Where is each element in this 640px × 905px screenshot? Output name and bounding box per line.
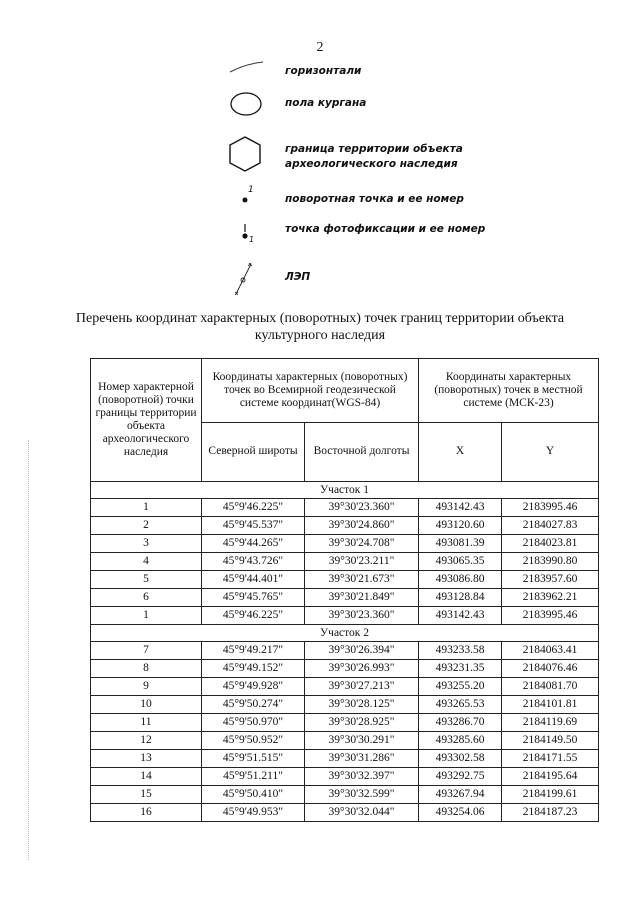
cell-lon: 39°30'26.394" — [305, 642, 419, 660]
legend-label: точка фотофиксации и ее номер — [285, 223, 486, 235]
cell-lon: 39°30'30.291" — [305, 732, 419, 750]
cell-n: 4 — [91, 553, 202, 571]
power-line-icon — [225, 260, 275, 300]
cell-lat: 45°9'50.410" — [202, 786, 305, 804]
cell-x: 493254.06 — [419, 804, 502, 822]
cell-x: 493267.94 — [419, 786, 502, 804]
hexagon-boundary-icon — [225, 134, 275, 184]
table-row — [91, 750, 599, 768]
table-row — [91, 696, 599, 714]
cell-x: 493142.43 — [419, 499, 502, 517]
legend-label: горизонтали — [285, 65, 362, 77]
table-title: Перечень координат характерных (поворотных) точек границ территории объекта культурного наследия — [75, 311, 565, 343]
legend-label: поворотная точка и ее номер — [285, 193, 464, 205]
section-label: Участок 1 — [91, 482, 599, 499]
header-y: Y — [502, 422, 599, 481]
header-north-latitude: Северной широты — [202, 422, 305, 481]
table-row — [91, 553, 599, 571]
cell-lat: 45°9'46.225" — [202, 607, 305, 625]
cell-n: 1 — [91, 499, 202, 517]
table-row — [91, 642, 599, 660]
cell-lon: 39°30'23.360" — [305, 499, 419, 517]
cell-x: 493128.84 — [419, 589, 502, 607]
section-row — [91, 482, 599, 499]
cell-n: 8 — [91, 660, 202, 678]
header-wgs84: Координаты характерных (поворотных) точек во Всемирной геодезической системе координат(WGS-84) — [202, 359, 419, 423]
cell-lat: 45°9'51.515" — [202, 750, 305, 768]
legend-label: граница территории объекта археологического наследия — [285, 143, 463, 170]
cell-n: 5 — [91, 571, 202, 589]
cell-y: 2184171.55 — [502, 750, 599, 768]
cell-lon: 39°30'24.708" — [305, 535, 419, 553]
cell-y: 2184081.70 — [502, 678, 599, 696]
cell-x: 493285.60 — [419, 732, 502, 750]
page-number: 2 — [316, 40, 324, 55]
table-row — [91, 768, 599, 786]
cell-n: 15 — [91, 786, 202, 804]
cell-lat: 45°9'49.217" — [202, 642, 305, 660]
cell-x: 493081.39 — [419, 535, 502, 553]
cell-n: 9 — [91, 678, 202, 696]
cell-lat: 45°9'45.765" — [202, 589, 305, 607]
scan-margin-line — [28, 440, 29, 860]
cell-lon: 39°30'21.849" — [305, 589, 419, 607]
legend-label: ЛЭП — [285, 271, 311, 283]
cell-lat: 45°9'50.970" — [202, 714, 305, 732]
cell-n: 1 — [91, 607, 202, 625]
table-row — [91, 517, 599, 535]
table-body — [91, 482, 599, 822]
cell-x: 493265.53 — [419, 696, 502, 714]
turning-point-marker: 1 — [248, 185, 254, 195]
cell-lon: 39°30'32.599" — [305, 786, 419, 804]
table-row — [91, 535, 599, 553]
turning-point-icon — [225, 182, 275, 212]
cell-n: 7 — [91, 642, 202, 660]
table-row — [91, 660, 599, 678]
mound-floor-icon — [225, 90, 275, 120]
cell-x: 493255.20 — [419, 678, 502, 696]
cell-y: 2184187.23 — [502, 804, 599, 822]
header-msk23: Координаты характерных (поворотных) точек в местной системе (МСК-23) — [419, 359, 599, 423]
cell-y: 2184195.64 — [502, 768, 599, 786]
cell-lon: 39°30'24.860" — [305, 517, 419, 535]
cell-n: 16 — [91, 804, 202, 822]
cell-n: 14 — [91, 768, 202, 786]
legend-label: пола кургана — [285, 97, 367, 109]
cell-x: 493086.80 — [419, 571, 502, 589]
cell-y: 2183995.46 — [502, 499, 599, 517]
cell-x: 493233.58 — [419, 642, 502, 660]
cell-lat: 45°9'50.952" — [202, 732, 305, 750]
cell-x: 493120.60 — [419, 517, 502, 535]
header-point-number: Номер характерной (поворотной) точки границы территории объекта археологического наследия — [91, 359, 202, 482]
cell-x: 493292.75 — [419, 768, 502, 786]
cell-y: 2183995.46 — [502, 607, 599, 625]
cell-lat: 45°9'49.953" — [202, 804, 305, 822]
cell-lat: 45°9'49.152" — [202, 660, 305, 678]
section-row — [91, 625, 599, 642]
cell-n: 12 — [91, 732, 202, 750]
cell-n: 2 — [91, 517, 202, 535]
cell-y: 2184101.81 — [502, 696, 599, 714]
cell-x: 493302.58 — [419, 750, 502, 768]
table-row — [91, 786, 599, 804]
table-row — [91, 571, 599, 589]
cell-lon: 39°30'23.360" — [305, 607, 419, 625]
cell-lon: 39°30'27.213" — [305, 678, 419, 696]
cell-lon: 39°30'26.993" — [305, 660, 419, 678]
table-row — [91, 804, 599, 822]
cell-y: 2184119.69 — [502, 714, 599, 732]
cell-lon: 39°30'31.286" — [305, 750, 419, 768]
cell-lat: 45°9'49.928" — [202, 678, 305, 696]
table-row — [91, 678, 599, 696]
cell-lon: 39°30'21.673" — [305, 571, 419, 589]
cell-lon: 39°30'28.125" — [305, 696, 419, 714]
cell-n: 10 — [91, 696, 202, 714]
cell-y: 2183957.60 — [502, 571, 599, 589]
cell-y: 2184063.41 — [502, 642, 599, 660]
cell-lon: 39°30'28.925" — [305, 714, 419, 732]
cell-y: 2183962.21 — [502, 589, 599, 607]
cell-n: 6 — [91, 589, 202, 607]
cell-y: 2184199.61 — [502, 786, 599, 804]
header-row — [91, 359, 599, 423]
cell-x: 493286.70 — [419, 714, 502, 732]
photo-point-marker: 1 — [249, 235, 255, 244]
cell-lat: 45°9'45.537" — [202, 517, 305, 535]
cell-y: 2184027.83 — [502, 517, 599, 535]
cell-lat: 45°9'46.225" — [202, 499, 305, 517]
cell-lon: 39°30'32.397" — [305, 768, 419, 786]
cell-lat: 45°9'44.401" — [202, 571, 305, 589]
cell-lat: 45°9'43.726" — [202, 553, 305, 571]
cell-n: 13 — [91, 750, 202, 768]
cell-n: 3 — [91, 535, 202, 553]
cell-y: 2184023.81 — [502, 535, 599, 553]
cell-n: 11 — [91, 714, 202, 732]
table-row — [91, 607, 599, 625]
cell-lat: 45°9'44.265" — [202, 535, 305, 553]
header-x: X — [419, 422, 502, 481]
photo-point-icon — [225, 220, 275, 250]
table-row — [91, 732, 599, 750]
cell-lon: 39°30'32.044" — [305, 804, 419, 822]
cell-y: 2184149.50 — [502, 732, 599, 750]
table-row — [91, 499, 599, 517]
section-label: Участок 2 — [91, 625, 599, 642]
cell-y: 2183990.80 — [502, 553, 599, 571]
coordinates-table — [90, 358, 599, 822]
header-east-longitude: Восточной долготы — [305, 422, 419, 481]
cell-lat: 45°9'50.274" — [202, 696, 305, 714]
table-row — [91, 589, 599, 607]
cell-lat: 45°9'51.211" — [202, 768, 305, 786]
cell-x: 493231.35 — [419, 660, 502, 678]
cell-y: 2184076.46 — [502, 660, 599, 678]
cell-x: 493142.43 — [419, 607, 502, 625]
table-row — [91, 714, 599, 732]
contour-line-icon — [225, 56, 275, 86]
cell-lon: 39°30'23.211" — [305, 553, 419, 571]
cell-x: 493065.35 — [419, 553, 502, 571]
